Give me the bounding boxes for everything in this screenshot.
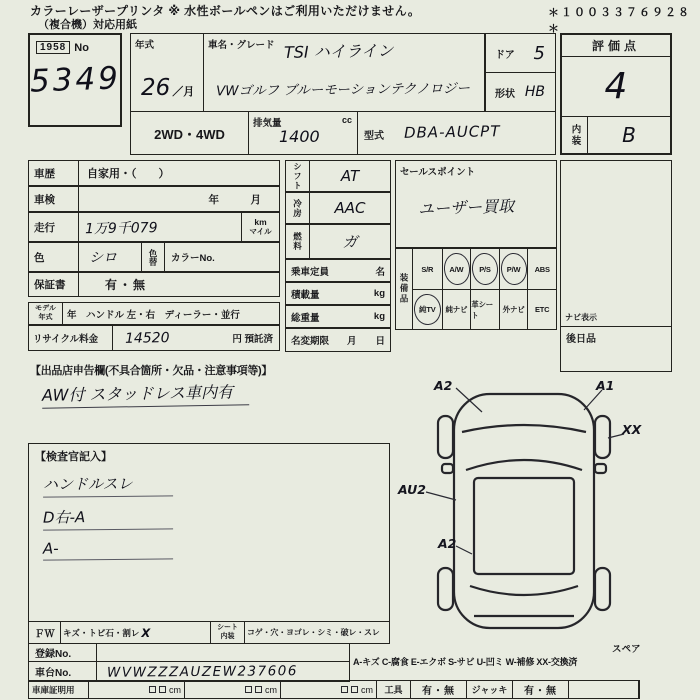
chassis-no-handwritten: WVWZZZAUZEW237606: [106, 662, 299, 681]
shift-label: シフト: [286, 161, 310, 191]
car-name-handwritten: VWゴルフ ブルーモーションテクノロジー: [215, 80, 471, 100]
tools-label: 工具: [377, 681, 411, 698]
fw-mark-handwritten: X: [141, 625, 151, 640]
displacement-cell: [248, 111, 358, 155]
damage-mark: A2: [434, 378, 453, 393]
year-month-suffix: ／月: [172, 86, 195, 98]
later-items-label: 後日品: [566, 334, 596, 345]
checkbox-square-icon: [351, 686, 358, 693]
capacity-row: [285, 259, 391, 282]
ac-row: [285, 192, 391, 224]
shift-row: [285, 160, 391, 192]
sales-point-label: セールスポイント: [400, 167, 476, 178]
warranty-options: 有・無: [105, 278, 148, 292]
car-name-cell: [203, 33, 486, 112]
recycle-fee-handwritten: 14520: [124, 330, 170, 347]
shape-cell: [484, 72, 556, 112]
score-label: 評価点: [562, 35, 670, 57]
weight-label: 総重量: [291, 312, 320, 324]
grade-handwritten: TSI ハイライン: [283, 41, 394, 62]
recycle-fee-suffix: 円 預託済: [232, 334, 273, 345]
fuel-row: [285, 224, 391, 259]
mileage-handwritten: 1万9千079: [84, 220, 158, 238]
inspection-label: 車検: [29, 187, 79, 211]
sales-point-handwritten: ユーザー買取: [417, 196, 515, 219]
equip-etc: ETC: [527, 289, 556, 329]
equip-aftermarket-navi: 外ナビ: [499, 289, 528, 329]
color-label: 色: [29, 243, 79, 271]
equipment-label: 装備品: [396, 249, 413, 329]
displacement-label: 排気量: [253, 118, 282, 129]
history-label: 車歴: [29, 161, 79, 185]
color-row: [28, 242, 280, 272]
fuel-label: 燃料: [286, 225, 310, 258]
paper-type-note: （複合機）対応用紙: [38, 19, 137, 31]
equip-abs: ABS: [527, 249, 556, 289]
spare-tire-label: スペア: [612, 644, 641, 655]
recycle-fee-label: リサイクル料金: [29, 326, 113, 350]
seller-declaration-header: 【出品店申告欄(不具合箇所・欠品・注意事項等)】: [30, 365, 273, 377]
year-label: 年式: [135, 40, 155, 51]
history-value: 自家用・（ ）: [87, 168, 170, 180]
inspector-note-line: D右-A: [43, 505, 173, 530]
fw-options: キズ・トビ石・割レ: [63, 627, 140, 638]
fw-label: ＦＷ: [29, 622, 61, 643]
car-name-label: 車名・グレード: [208, 40, 275, 51]
dimension-cell: [185, 681, 281, 698]
load-unit: kg: [373, 288, 385, 299]
later-items-box: [560, 326, 672, 372]
name-change-deadline-row: [285, 328, 391, 352]
lot-number-box: [28, 33, 122, 127]
load-label: 積載量: [291, 289, 320, 301]
weight-row: [285, 305, 391, 328]
color-change-label: 色替: [141, 243, 165, 271]
equip-alloy-wheels: A/W: [442, 249, 471, 289]
mileage-unit-km: km: [254, 216, 267, 227]
score-value-handwritten: 4: [604, 66, 628, 107]
inspection-date-blank: 年 月: [208, 193, 261, 206]
car-top-view-icon: [398, 378, 650, 640]
drive-type-cell: 2WD・4WD: [130, 111, 249, 155]
door-cell: [484, 33, 556, 73]
mileage-row: [28, 212, 280, 242]
auction-stamp: 1958: [36, 41, 70, 54]
registration-no-row: [28, 643, 350, 662]
equipment-box: [395, 248, 557, 330]
equip-power-steering: P/S: [470, 249, 499, 289]
color-no-label: カラーNo.: [171, 253, 215, 264]
modelrow-label-1: モデル: [35, 305, 56, 313]
evaluation-score-box: [560, 33, 672, 155]
damage-mark: A2: [438, 536, 457, 551]
equip-power-windows: P/W: [499, 249, 528, 289]
color-handwritten: シロ: [89, 250, 117, 266]
empty-cell: [569, 681, 639, 698]
warranty-row: [28, 272, 280, 297]
damage-code-legend: A-キズ C-腐食 E-エクボ S-サビ U-凹ミ W-補修 XX-交換済: [353, 657, 578, 667]
equip-sunroof: S/R: [421, 264, 434, 274]
shift-handwritten: AT: [340, 167, 360, 185]
printer-note: カラーレーザープリンタ ※ 水性ボールペンはご利用いただけません。: [30, 4, 421, 18]
capacity-unit: 名: [375, 266, 385, 278]
seller-declaration-handwritten: AW付 スタッドレス車内有: [42, 379, 250, 409]
inspector-note-line: ハンドルスレ: [43, 472, 173, 497]
mileage-label: 走行: [29, 213, 79, 241]
damage-mark: A1: [596, 378, 615, 393]
door-value-handwritten: 5: [533, 42, 545, 64]
jack-options: 有・無: [513, 681, 569, 698]
door-label: ドア: [495, 49, 515, 61]
history-row: [28, 160, 280, 186]
checkbox-square-icon: [245, 686, 252, 693]
ac-label: 冷房: [286, 193, 310, 223]
interior-grade-handwritten: B: [622, 123, 636, 147]
model-code-cell: [357, 111, 556, 155]
sales-point-box: [395, 160, 557, 248]
checkbox-square-icon: [341, 686, 348, 693]
shape-label: 形状: [495, 88, 515, 100]
lot-number-handwritten: 5349: [29, 60, 122, 100]
dimension-cell: [89, 681, 185, 698]
warranty-label: 保証書: [29, 273, 79, 296]
modelrow-options: 年 ハンドル 左・右 ディーラー・並行: [67, 309, 240, 321]
chassis-no-row: [28, 661, 350, 682]
seat-label-1: シート: [217, 624, 238, 632]
navi-box: [560, 160, 672, 327]
checkbox-square-icon: [149, 686, 156, 693]
interior-grade-label: 内装: [562, 117, 588, 153]
model-year-row: [28, 302, 280, 325]
seat-label-2: 内装: [220, 632, 235, 640]
navi-label: ナビ表示: [565, 313, 597, 322]
capacity-label: 乗車定員: [291, 266, 330, 278]
fuel-handwritten: ガ: [342, 233, 358, 251]
equip-oem-navi: 純ナビ: [442, 289, 471, 329]
damage-mark: AU2: [398, 482, 426, 497]
barcode-number: ＊１００３３７６９２８＊: [548, 6, 691, 35]
garage-cert-bar: [28, 680, 640, 699]
car-damage-diagram: [398, 378, 650, 640]
seat-condition-options: コゲ・穴・ヨゴレ・シミ・破レ・スレ: [247, 628, 380, 637]
registration-no-label: 登録No.: [29, 644, 97, 661]
cm-unit: cm: [169, 684, 181, 695]
equipment-grid: [413, 249, 556, 329]
inspector-header: 【検査官記入】: [35, 451, 112, 463]
chassis-no-label: 車台No.: [29, 662, 97, 681]
shape-value-handwritten: HB: [524, 84, 545, 100]
jack-label: ジャッキ: [467, 681, 513, 698]
checkbox-square-icon: [159, 686, 166, 693]
load-row: [285, 282, 391, 305]
modelrow-label-2: 年式: [38, 313, 53, 321]
inspector-note-line: A-: [43, 538, 173, 560]
equip-oem-tv: 純TV: [413, 289, 442, 329]
inspector-notes-box: [28, 443, 390, 622]
checkbox-square-icon: [255, 686, 262, 693]
windshield-seat-row: [28, 621, 390, 644]
model-code-handwritten: DBA-AUCPT: [403, 122, 501, 142]
year-value-handwritten: 26: [141, 75, 171, 101]
garage-cert-label: 車庫証明用: [29, 681, 89, 698]
damage-mark: XX: [622, 422, 642, 437]
equip-leather-seats: 革シート: [470, 289, 499, 329]
displacement-unit: cc: [341, 115, 352, 125]
inspection-row: [28, 186, 280, 212]
weight-unit: kg: [373, 311, 385, 322]
recycle-fee-row: [28, 325, 280, 351]
cm-unit: cm: [361, 684, 373, 695]
mileage-unit-mile: マイル: [249, 226, 272, 236]
dimension-cell: [281, 681, 377, 698]
tools-options: 有・無: [411, 681, 467, 698]
year-cell: [130, 33, 204, 112]
deadline-label: 名変期限: [291, 336, 330, 347]
displacement-value-handwritten: 1400: [279, 127, 320, 146]
lot-no-label: No: [74, 41, 89, 54]
cm-unit: cm: [265, 684, 277, 695]
model-code-label: 型式: [364, 131, 384, 142]
deadline-unit: 月 日: [346, 336, 385, 347]
ac-handwritten: AAC: [334, 199, 366, 217]
